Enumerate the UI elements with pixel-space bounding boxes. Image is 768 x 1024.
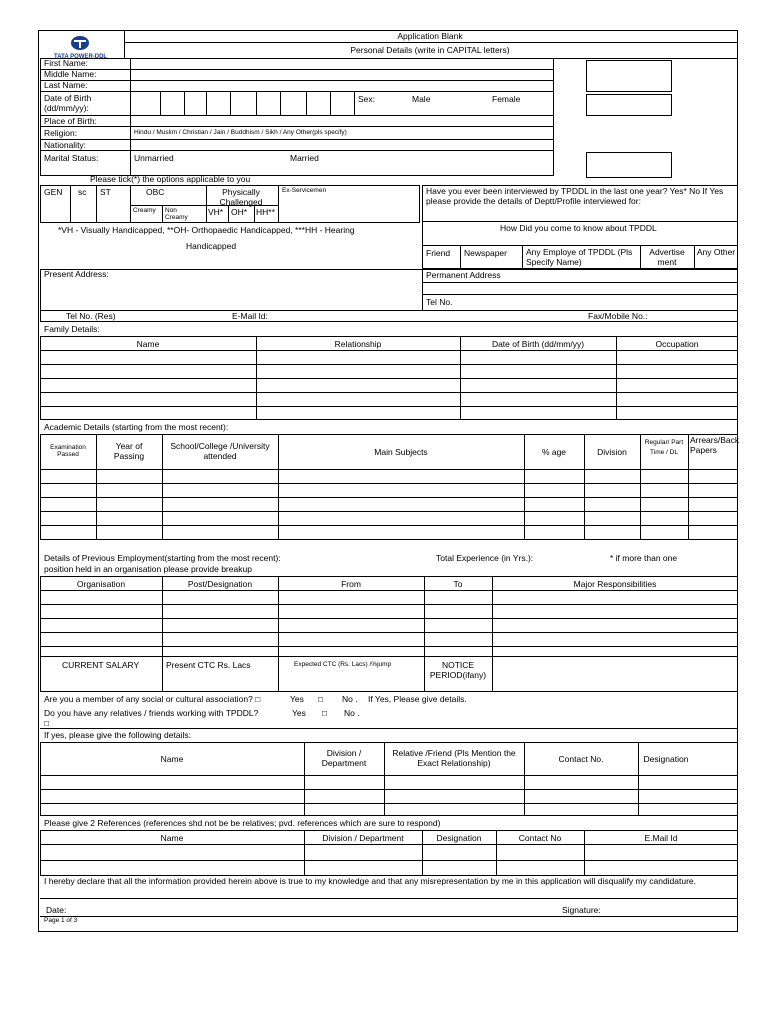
first-name-label: First Name:	[44, 58, 88, 68]
place-of-birth-label: Place of Birth:	[44, 116, 97, 126]
date-label: Date:	[46, 905, 67, 915]
current-salary-label: CURRENT SALARY	[62, 660, 140, 670]
relatives-yes[interactable]: Yes	[292, 708, 306, 718]
female-option[interactable]: Female	[492, 94, 521, 104]
relatives-col-designation: Designation	[643, 754, 689, 764]
present-ctc-label: Present CTC Rs. Lacs	[166, 660, 251, 670]
source-advertisement[interactable]: Advertise ment	[649, 247, 685, 267]
ex-servicemen-option[interactable]: Ex-Servicemen	[282, 187, 327, 194]
gen-option[interactable]: GEN	[44, 187, 63, 197]
relatives-col-relationship: Relative /Friend (Pls Mention the Exact Relationship)	[392, 748, 516, 768]
unmarried-option[interactable]: Unmarried	[134, 153, 174, 163]
association-question-text: Are you a member of any social or cultural association?	[44, 694, 253, 704]
family-col-name: Name	[136, 339, 160, 349]
source-employee[interactable]: Any Employe of TPDDL (Pls Specify Name)	[526, 247, 633, 267]
relatives-col-division: Division / Department	[321, 748, 367, 768]
creamy-option[interactable]: Creamy	[133, 207, 156, 214]
tick-note: Please tick(*) the options applicable to you	[90, 174, 251, 184]
sc-option[interactable]: sc	[78, 187, 87, 197]
academic-col-division: Division	[597, 447, 627, 457]
middle-name-label: Middle Name:	[44, 69, 97, 79]
form-subtitle: Personal Details (write in CAPITAL letters)	[350, 45, 510, 55]
signature-label: Signature:	[562, 905, 601, 915]
hh-option[interactable]: HH**	[256, 207, 275, 217]
tel-label: Tel No.	[426, 297, 453, 307]
employment-title-2: position held in an organisation please provide breakup	[44, 564, 252, 574]
dob-label: Date of Birth (dd/mm/yy):	[44, 93, 92, 113]
source-newspaper[interactable]: Newspaper	[464, 248, 507, 258]
employment-col-from: From	[341, 579, 361, 589]
references-title: Please give 2 References (references shd not be be relatives; pvd. references which are sure to respond)	[44, 818, 441, 828]
page-number: Page 1 of 3	[44, 917, 78, 924]
relatives-question: Do you have any relatives / friends working with TPDDL?	[44, 708, 259, 718]
footnote-2: Handicapped	[186, 241, 237, 251]
references-col-name: Name	[160, 833, 184, 843]
references-col-designation: Designation	[436, 833, 482, 843]
photo-box-2	[586, 94, 672, 116]
present-address-label: Present Address:	[44, 269, 109, 279]
employment-title: Details of Previous Employment(starting from the most recent):	[44, 553, 281, 563]
email-label: E-Mail Id:	[232, 311, 268, 321]
association-no[interactable]: No .	[342, 694, 358, 704]
if-yes-label: If yes, please give the following details:	[44, 730, 191, 740]
relatives-yes-box[interactable]: □	[322, 708, 328, 718]
employment-col-to: To	[453, 579, 463, 589]
relatives-col-contact: Contact No.	[558, 754, 604, 764]
notice-period-label: NOTICE PERIOD(ifany)	[429, 660, 487, 680]
academic-col-percent: % age	[541, 447, 567, 457]
references-col-contact: Contact No	[518, 833, 562, 843]
male-option[interactable]: Male	[412, 94, 431, 104]
declaration-text: I hereby declare that all the information provided herein above is true to my knowledge and that any misrepresentation by me in this application will disqualify my candidature.	[44, 876, 697, 886]
religion-options[interactable]: Hindu / Muslim / Christian / Jain / Buddhism / Sikh / Any Other(pls specify)	[134, 129, 347, 136]
employment-table	[40, 576, 738, 692]
employment-col-responsibilities: Major Responsibilities	[573, 579, 657, 589]
academic-col-exam: Examination Passed	[50, 444, 86, 458]
academic-col-school: School/College /University attended	[170, 441, 270, 461]
employment-col-org: Organisation	[76, 579, 126, 589]
permanent-address-label: Permanent Address	[426, 270, 501, 280]
religion-label: Religion:	[44, 128, 78, 138]
oh-option[interactable]: OH*	[231, 207, 248, 217]
family-col-dob: Date of Birth (dd/mm/yy)	[491, 339, 585, 349]
interview-question: Have you ever been interviewed by TPDDL in the last one year? Yes* No If Yes please provide the details of Deptt/Profile interviewed for:	[426, 186, 724, 206]
expected-ctc-label: Expected CTC (Rs. Lacs) /%jump	[294, 661, 392, 668]
sex-label: Sex:	[358, 94, 376, 104]
photo-box-3	[586, 152, 672, 178]
relatives-col-name: Name	[160, 754, 184, 764]
academic-col-year: Year of Passing	[113, 441, 145, 461]
academic-col-arrears: Arrears/Back Papers	[690, 435, 740, 455]
non-creamy-option[interactable]: Non Creamy	[165, 207, 188, 221]
logo-text: TATA POWER-DDL	[54, 54, 108, 60]
photo-box	[586, 60, 672, 92]
nationality-label: Nationality:	[44, 140, 87, 150]
references-col-division: Division / Department	[322, 833, 404, 843]
physically-challenged-label: Physically Challenged	[219, 187, 263, 207]
married-option[interactable]: Married	[290, 153, 319, 163]
relatives-no-box[interactable]: □	[44, 718, 50, 728]
academic-col-subjects: Main Subjects	[374, 447, 428, 457]
total-experience-label: Total Experience (in Yrs.):	[436, 553, 534, 563]
academic-col-regular: Regular/ Part Time / DL	[644, 439, 684, 456]
association-box-1[interactable]: □	[255, 694, 261, 704]
family-col-relationship: Relationship	[334, 339, 382, 349]
references-col-email: E.Mail Id	[644, 833, 678, 843]
fax-label: Fax/Mobile No.:	[588, 311, 648, 321]
obc-option[interactable]: OBC	[146, 187, 165, 197]
family-title: Family Details:	[44, 324, 100, 334]
how-know-label: How Did you come to know about TPDDL	[500, 223, 657, 233]
vh-option[interactable]: VH*	[208, 207, 224, 217]
marital-status-label: Marital Status:	[44, 153, 99, 163]
st-option[interactable]: ST	[100, 187, 111, 197]
source-any-other[interactable]: Any Other	[696, 247, 736, 257]
academic-title: Academic Details (starting from the most recent):	[44, 422, 229, 432]
family-col-occupation: Occupation	[655, 339, 699, 349]
source-friend[interactable]: Friend	[426, 248, 451, 258]
association-yes-box[interactable]: □	[318, 694, 324, 704]
association-question	[44, 694, 260, 704]
form-title: Application Blank	[397, 31, 463, 41]
association-tail: If Yes, Please give details.	[368, 694, 467, 704]
last-name-label: Last Name:	[44, 80, 88, 90]
association-yes[interactable]: Yes	[290, 694, 304, 704]
employment-col-post: Post/Designation	[187, 579, 253, 589]
footnote-1: *VH - Visually Handicapped, **OH- Orthopaedic Handicapped, ***HH - Hearing	[58, 225, 355, 235]
tel-res-label: Tel No. (Res)	[66, 311, 116, 321]
more-than-one-note: * if more than one	[610, 553, 678, 563]
tata-logo-icon	[70, 35, 90, 51]
relatives-no[interactable]: No .	[344, 708, 360, 718]
